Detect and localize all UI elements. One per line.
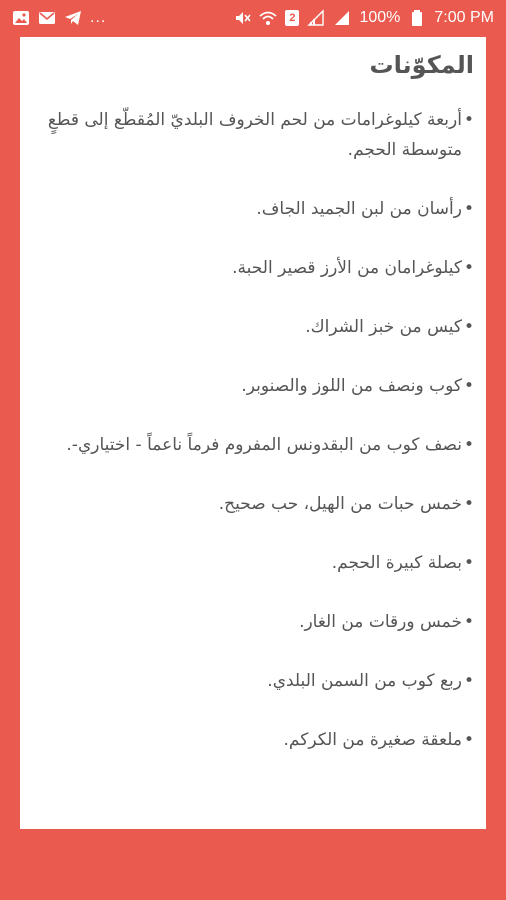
wifi-icon — [259, 9, 277, 27]
list-item — [32, 607, 474, 637]
sim-icon: 2 — [285, 10, 299, 26]
bullet: • — [463, 258, 474, 278]
mute-icon — [233, 9, 251, 27]
ingredient-text: كيلوغرامان من الأرز قصير الحبة. — [232, 258, 462, 278]
ingredient-text: ربع كوب من السمن البلدي. — [267, 671, 462, 691]
ingredients-card — [20, 37, 486, 829]
signal-icon — [307, 9, 325, 27]
ingredient-text: خمس حبات من الهيل، حب صحيح. — [218, 494, 462, 514]
battery-percent: 100% — [359, 9, 401, 26]
ingredient-text: أربعة كيلوغرامات من لحم الخروف البلديّ المُقطّع إلى قطعٍ متوسطة الحجم. — [47, 110, 462, 160]
bullet: • — [463, 730, 474, 750]
ingredient-text: نصف كوب من البقدونس المفروم فرماً ناعماً - اختياري-. — [66, 435, 462, 455]
gallery-icon — [12, 9, 30, 27]
list-item — [32, 312, 474, 342]
bullet: • — [463, 671, 474, 691]
list-item — [32, 253, 474, 283]
ingredient-text: كوب ونصف من اللوز والصنوبر. — [241, 376, 462, 396]
list-item — [32, 666, 474, 696]
ingredient-text: ملعقة صغيرة من الكركم. — [283, 730, 462, 750]
bullet: • — [463, 612, 474, 632]
ingredient-text: خمس ورقات من الغار. — [299, 612, 462, 632]
ingredients-list — [32, 105, 474, 755]
list-item — [32, 430, 474, 460]
list-item — [32, 105, 474, 165]
bullet: • — [463, 110, 474, 130]
bullet: • — [463, 435, 474, 455]
status-right — [233, 9, 494, 27]
page-title: المكوّنات — [369, 51, 474, 79]
signal-icon — [333, 9, 351, 27]
list-item — [32, 725, 474, 755]
telegram-icon — [64, 9, 82, 27]
list-item — [32, 548, 474, 578]
ingredient-text: بصلة كبيرة الحجم. — [331, 553, 462, 573]
status-overflow: ... — [90, 9, 107, 26]
bullet: • — [463, 317, 474, 337]
bullet: • — [463, 376, 474, 396]
clock-time: 7:00 PM — [434, 9, 494, 26]
list-item — [32, 371, 474, 401]
bullet: • — [463, 553, 474, 573]
email-icon — [38, 9, 56, 27]
status-left — [12, 9, 106, 27]
list-item — [32, 194, 474, 224]
list-item — [32, 489, 474, 519]
ingredient-text: رأسان من لبن الجميد الجاف. — [256, 199, 462, 219]
bullet: • — [463, 199, 474, 219]
bullet: • — [463, 494, 474, 514]
battery-icon — [408, 9, 426, 27]
status-bar — [0, 0, 506, 36]
ingredient-text: كيس من خبز الشراك. — [305, 317, 462, 337]
